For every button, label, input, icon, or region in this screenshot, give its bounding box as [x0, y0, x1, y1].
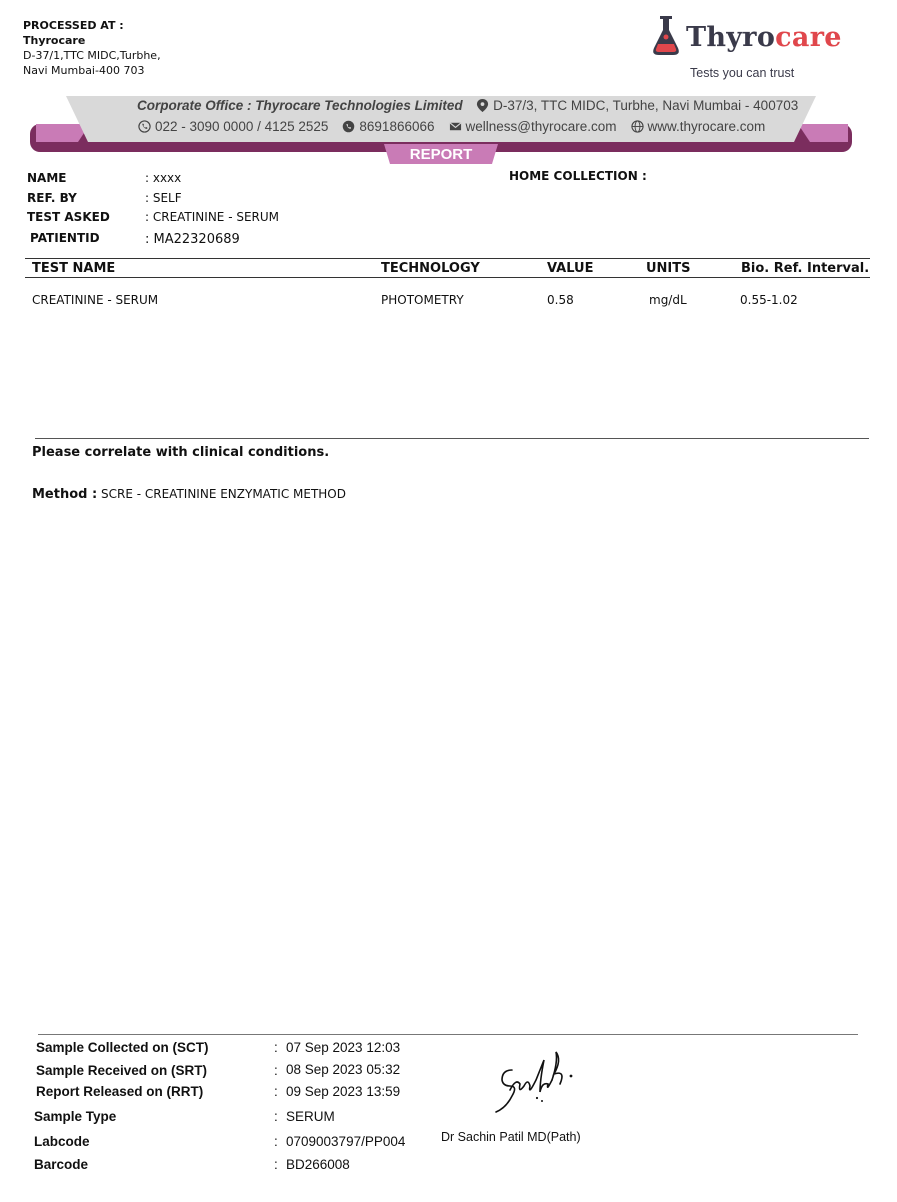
sample-received-label: Sample Received on (SRT) — [36, 1063, 208, 1078]
corp-label: Corporate Office : — [137, 98, 252, 113]
sample-type-label: Sample Type — [34, 1109, 117, 1124]
footer-rule — [38, 1034, 858, 1035]
sample-collected-value: 07 Sep 2023 12:03 — [286, 1040, 401, 1055]
result-test-name: CREATININE - SERUM — [32, 293, 159, 307]
processed-heading: PROCESSED AT : — [23, 19, 124, 32]
report-released-value: 09 Sep 2023 13:59 — [286, 1084, 401, 1099]
result-ref-interval: 0.55-1.02 — [740, 293, 798, 307]
barcode-colon: : — [274, 1157, 278, 1172]
sample-collected-colon: : — [274, 1040, 278, 1055]
table-header-rule — [25, 277, 870, 278]
home-collection-label: HOME COLLECTION : — [509, 169, 647, 183]
phone-number: 022 - 3090 0000 / 4125 2525 — [155, 119, 329, 134]
ref-by-label: REF. BY — [27, 191, 77, 205]
email-icon — [449, 120, 462, 133]
website: www.thyrocare.com — [647, 119, 766, 134]
whatsapp-number: 8691866066 — [359, 119, 435, 134]
results-bottom-rule — [35, 438, 869, 439]
corp-address: D-37/3, TTC MIDC, Turbhe, Navi Mumbai - 400703 — [493, 98, 799, 113]
correlate-note: Please correlate with clinical conditions. — [32, 445, 330, 460]
patient-id-label: PATIENTID — [30, 231, 100, 245]
logo-word-thyro: Thyro — [686, 22, 776, 53]
sample-type-value: SERUM — [286, 1109, 335, 1124]
col-header-technology: TECHNOLOGY — [381, 261, 480, 276]
col-header-units: UNITS — [646, 261, 691, 276]
result-units: mg/dL — [649, 293, 687, 307]
logo-word-care: care — [775, 22, 842, 53]
thyrocare-logo-icon — [648, 14, 684, 58]
result-value: 0.58 — [547, 293, 574, 307]
barcode-label: Barcode — [34, 1157, 89, 1172]
test-asked-label: TEST ASKED — [27, 210, 110, 224]
processed-address-line2: Navi Mumbai-400 703 — [23, 64, 145, 77]
location-pin-icon — [476, 99, 489, 112]
contact-line — [138, 119, 765, 134]
sample-received-value: 08 Sep 2023 05:32 — [286, 1062, 401, 1077]
processed-address-line1: D-37/1,TTC MIDC,Turbhe, — [23, 49, 161, 62]
test-asked-value: : CREATININE - SERUM — [145, 210, 280, 224]
patient-id-value: : MA22320689 — [145, 232, 240, 247]
logo-wordmark — [686, 22, 842, 53]
corporate-office-line — [137, 98, 798, 113]
phone-icon — [138, 120, 151, 133]
doctor-name: Dr Sachin Patil MD(Path) — [441, 1130, 581, 1144]
corp-company: Thyrocare Technologies Limited — [251, 98, 463, 113]
table-top-rule — [25, 258, 870, 259]
name-value: : xxxx — [145, 171, 182, 185]
sample-collected-label: Sample Collected on (SCT) — [36, 1040, 209, 1055]
col-header-ref-interval: Bio. Ref. Interval. — [741, 261, 870, 276]
report-label: REPORT — [409, 146, 473, 163]
labcode-label: Labcode — [34, 1134, 90, 1149]
report-released-label: Report Released on (RRT) — [36, 1084, 204, 1099]
col-header-value: VALUE — [547, 261, 594, 276]
col-header-test-name: TEST NAME — [32, 261, 116, 276]
ref-by-value: : SELF — [145, 191, 182, 205]
sample-received-colon: : — [274, 1063, 278, 1078]
doctor-signature — [488, 1040, 578, 1122]
barcode-value: BD266008 — [286, 1157, 350, 1172]
processed-lab-name: Thyrocare — [23, 34, 86, 47]
labcode-value: 0709003797/PP004 — [286, 1134, 406, 1149]
name-label: NAME — [27, 171, 67, 185]
result-technology: PHOTOMETRY — [381, 293, 464, 307]
whatsapp-icon — [342, 120, 355, 133]
method-value: SCRE - CREATININE ENZYMATIC METHOD — [97, 487, 346, 501]
method-label: Method : — [32, 487, 98, 502]
processed-at-block — [23, 18, 161, 78]
sample-type-colon: : — [274, 1109, 278, 1124]
method-line — [32, 483, 346, 502]
labcode-colon: : — [274, 1134, 278, 1149]
logo-tagline: Tests you can trust — [690, 66, 795, 80]
report-released-colon: : — [274, 1084, 278, 1099]
globe-icon — [631, 120, 644, 133]
email-address: wellness@thyrocare.com — [465, 119, 617, 134]
